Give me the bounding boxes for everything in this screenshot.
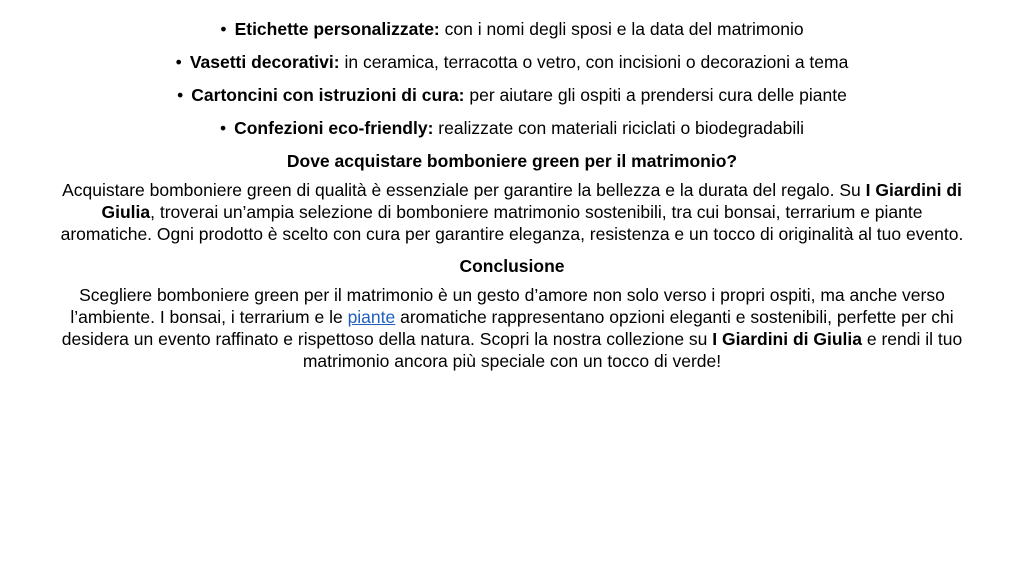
section-heading-conclusion: Conclusione bbox=[459, 256, 565, 276]
bullet-item bbox=[60, 84, 964, 106]
bullet-dot-icon: • bbox=[220, 19, 227, 39]
bullet-item bbox=[60, 51, 964, 73]
bullet-dot-icon: • bbox=[219, 118, 227, 138]
bullet-label: Confezioni eco-friendly: bbox=[234, 118, 434, 138]
paragraph-text: , troverai un’ampia selezione di bomboniere matrimonio sostenibili, tra cui bonsai, terrarium e piante aromatiche. Ogni prodotto è scelto con cura per garantire eleganza, resistenza e un tocco di originalità al tuo evento. bbox=[60, 202, 964, 244]
paragraph-text: aromatiche rappresentano opzioni eleganti e sostenibili, perfette per chi desidera un evento raffinato e rispettoso della natura. Scopri la nostra collezione su bbox=[61, 307, 954, 349]
section-heading-where-to-buy: Dove acquistare bomboniere green per il matrimonio? bbox=[286, 151, 738, 171]
bullet-list bbox=[60, 18, 964, 139]
bullet-item bbox=[60, 18, 964, 40]
paragraph-text: Acquistare bomboniere green di qualità è essenziale per garantire la bellezza e la durata del regalo. Su bbox=[62, 180, 866, 200]
bullet-text: con i nomi degli sposi e la data del matrimonio bbox=[439, 19, 804, 39]
bullet-label: Vasetti decorativi: bbox=[189, 52, 340, 72]
paragraph-where-to-buy bbox=[60, 179, 964, 245]
bullet-dot-icon: • bbox=[175, 52, 182, 72]
bullet-label: Etichette personalizzate: bbox=[234, 19, 440, 39]
piante-link[interactable]: piante bbox=[347, 307, 396, 327]
paragraph-text: e rendi il tuo matrimonio ancora più speciale con un tocco di verde! bbox=[302, 329, 963, 371]
slide-content bbox=[60, 18, 964, 382]
paragraph-text: Scegliere bomboniere green per il matrimonio è un gesto d’amore non solo verso i propri ospiti, ma anche verso l’ambiente. I bonsai, i terrarium e le bbox=[70, 285, 945, 327]
bullet-text: per aiutare gli ospiti a prendersi cura delle piante bbox=[464, 85, 847, 105]
bullet-text: realizzate con materiali riciclati o biodegradabili bbox=[433, 118, 805, 138]
bullet-text: in ceramica, terracotta o vetro, con incisioni o decorazioni a tema bbox=[339, 52, 849, 72]
bullet-dot-icon: • bbox=[177, 85, 184, 105]
bullet-label: Cartoncini con istruzioni di cura: bbox=[191, 85, 465, 105]
bullet-item bbox=[60, 117, 964, 139]
brand-name: I Giardini di Giulia bbox=[101, 180, 962, 222]
paragraph-conclusion bbox=[60, 284, 964, 372]
brand-name: I Giardini di Giulia bbox=[712, 329, 863, 349]
